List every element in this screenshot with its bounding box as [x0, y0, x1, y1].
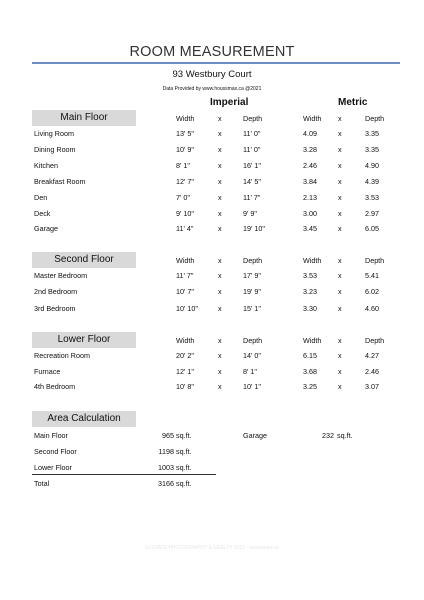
dimension-w-imp: 12' 1" — [176, 366, 194, 376]
area-second-floor-value: 1198 — [158, 447, 174, 456]
dimension-w-met: 3.30 — [303, 303, 317, 313]
dimension-d-imp: 15' 1" — [243, 303, 261, 313]
column-header-depth: Depth — [365, 114, 385, 123]
by-sign: x — [218, 208, 222, 218]
column-header-depth: Depth — [243, 114, 263, 123]
area-lower-floor-value: 1003 — [158, 463, 174, 472]
dimension-d-met: 6.05 — [365, 224, 379, 234]
by-sign: x — [338, 382, 342, 392]
dimension-w-met: 3.53 — [303, 271, 317, 280]
dimension-d-imp: 10' 1" — [243, 382, 261, 392]
column-header-x: x — [338, 336, 342, 345]
room-name: 2nd Bedroom — [34, 287, 78, 297]
dimension-w-met: 6.15 — [303, 351, 317, 360]
total-rule — [32, 474, 216, 475]
data-credit: Data Provided by www.houssmax.ca @2021 — [162, 86, 262, 92]
by-sign: x — [218, 382, 222, 392]
column-header-x: x — [218, 114, 222, 123]
page-footer: ELEVATE PHOTOGRAPHY & REALTY 2021 · houssmax.ca — [145, 545, 279, 551]
by-sign: x — [338, 160, 342, 170]
column-header-width: Width — [303, 114, 322, 123]
column-header-x: x — [218, 336, 222, 345]
area-main-floor-label: Main Floor — [34, 431, 68, 440]
area-garage-unit: sq.ft. — [337, 431, 353, 440]
dimension-w-met: 2.46 — [303, 160, 317, 170]
dimension-d-met: 2.97 — [365, 208, 379, 218]
area-second-floor-unit: sq.ft. — [176, 447, 192, 456]
column-header-depth: Depth — [243, 336, 263, 345]
dimension-w-met: 3.23 — [303, 287, 317, 297]
by-sign: x — [338, 351, 342, 360]
by-sign: x — [218, 366, 222, 376]
by-sign: x — [218, 192, 222, 202]
dimension-w-imp: 11' 7" — [176, 271, 194, 280]
dimension-d-met: 4.39 — [365, 176, 379, 186]
column-header-x: x — [218, 256, 222, 265]
by-sign: x — [338, 303, 342, 313]
by-sign: x — [338, 366, 342, 376]
column-header-width: Width — [303, 336, 322, 345]
column-header-x: x — [338, 114, 342, 123]
dimension-d-met: 3.35 — [365, 144, 379, 154]
document-title: ROOM MEASUREMENT — [129, 44, 295, 60]
area-main-floor-value: 965 — [162, 431, 174, 440]
area-total-value: 3166 — [158, 479, 174, 488]
dimension-d-met: 6.02 — [365, 287, 379, 297]
imperial-heading: Imperial — [210, 97, 249, 108]
section-heading: Lower Floor — [32, 332, 136, 348]
dimension-d-met: 3.35 — [365, 129, 379, 138]
room-name: Master Bedroom — [34, 271, 88, 280]
column-header-x: x — [338, 256, 342, 265]
dimension-w-met: 3.45 — [303, 224, 317, 234]
metric-heading: Metric — [338, 97, 368, 108]
by-sign: x — [338, 224, 342, 234]
column-header-depth: Depth — [365, 336, 385, 345]
column-header-depth: Depth — [243, 256, 263, 265]
area-main-floor-unit: sq.ft. — [176, 431, 192, 440]
dimension-d-met: 4.27 — [365, 351, 379, 360]
by-sign: x — [218, 176, 222, 186]
dimension-w-imp: 10' 9" — [176, 144, 194, 154]
by-sign: x — [338, 176, 342, 186]
area-total-unit: sq.ft. — [176, 479, 192, 488]
dimension-d-imp: 19' 9" — [243, 287, 261, 297]
by-sign: x — [218, 287, 222, 297]
dimension-w-imp: 20' 2" — [176, 351, 194, 360]
dimension-d-met: 4.90 — [365, 160, 379, 170]
by-sign: x — [338, 287, 342, 297]
room-name: Deck — [34, 208, 51, 218]
room-name: Den — [34, 192, 48, 202]
by-sign: x — [338, 271, 342, 280]
dimension-w-imp: 10' 10" — [176, 303, 198, 313]
room-name: Recreation Room — [34, 351, 90, 360]
property-address: 93 Westbury Court — [172, 69, 252, 80]
dimension-w-imp: 11' 4" — [176, 224, 194, 234]
dimension-w-imp: 13' 5" — [176, 129, 194, 138]
column-header-width: Width — [176, 114, 195, 123]
room-name: Breakfast Room — [34, 176, 86, 186]
title-rule — [32, 62, 400, 64]
dimension-d-met: 3.07 — [365, 382, 379, 392]
by-sign: x — [218, 271, 222, 280]
column-header-depth: Depth — [365, 256, 385, 265]
area-calculation-heading: Area Calculation — [32, 411, 136, 427]
room-name: 4th Bedroom — [34, 382, 76, 392]
dimension-d-imp: 14' 5" — [243, 176, 261, 186]
dimension-d-imp: 11' 0" — [243, 144, 261, 154]
dimension-w-met: 4.09 — [303, 129, 317, 138]
dimension-d-imp: 19' 10" — [243, 224, 265, 234]
column-header-width: Width — [176, 336, 195, 345]
area-total-label: Total — [34, 479, 50, 488]
section-heading: Second Floor — [32, 252, 136, 268]
area-garage-value: 232 — [322, 431, 334, 440]
column-header-width: Width — [303, 256, 322, 265]
by-sign: x — [218, 129, 222, 138]
dimension-d-imp: 11' 0" — [243, 129, 261, 138]
room-name: 3rd Bedroom — [34, 303, 76, 313]
dimension-w-met: 3.00 — [303, 208, 317, 218]
by-sign: x — [218, 224, 222, 234]
dimension-d-imp: 9' 9" — [243, 208, 257, 218]
room-name: Furnace — [34, 366, 61, 376]
dimension-w-met: 3.84 — [303, 176, 317, 186]
dimension-d-imp: 11' 7" — [243, 192, 261, 202]
dimension-w-imp: 10' 7" — [176, 287, 194, 297]
dimension-w-met: 3.28 — [303, 144, 317, 154]
by-sign: x — [218, 303, 222, 313]
column-header-width: Width — [176, 256, 195, 265]
by-sign: x — [338, 144, 342, 154]
dimension-d-imp: 17' 9" — [243, 271, 261, 280]
dimension-w-imp: 10' 8" — [176, 382, 194, 392]
area-lower-floor-label: Lower Floor — [34, 463, 72, 472]
by-sign: x — [218, 351, 222, 360]
dimension-w-imp: 9' 10" — [176, 208, 194, 218]
dimension-d-imp: 8' 1" — [243, 366, 257, 376]
area-lower-floor-unit: sq.ft. — [176, 463, 192, 472]
by-sign: x — [338, 129, 342, 138]
dimension-w-met: 3.25 — [303, 382, 317, 392]
by-sign: x — [338, 192, 342, 202]
dimension-d-met: 2.46 — [365, 366, 379, 376]
by-sign: x — [338, 208, 342, 218]
by-sign: x — [218, 160, 222, 170]
dimension-w-imp: 8' 1" — [176, 160, 190, 170]
room-name: Garage — [34, 224, 58, 234]
area-garage-label: Garage — [243, 431, 267, 440]
section-heading: Main Floor — [32, 110, 136, 126]
dimension-w-met: 2.13 — [303, 192, 317, 202]
dimension-w-imp: 12' 7" — [176, 176, 194, 186]
room-name: Kitchen — [34, 160, 58, 170]
room-name: Living Room — [34, 129, 74, 138]
dimension-d-imp: 16' 1" — [243, 160, 261, 170]
dimension-w-imp: 7' 0" — [176, 192, 190, 202]
by-sign: x — [218, 144, 222, 154]
room-name: Dining Room — [34, 144, 76, 154]
area-second-floor-label: Second Floor — [34, 447, 77, 456]
dimension-d-met: 3.53 — [365, 192, 379, 202]
dimension-d-met: 4.60 — [365, 303, 379, 313]
dimension-d-imp: 14' 0" — [243, 351, 261, 360]
dimension-d-met: 5.41 — [365, 271, 379, 280]
dimension-w-met: 3.68 — [303, 366, 317, 376]
